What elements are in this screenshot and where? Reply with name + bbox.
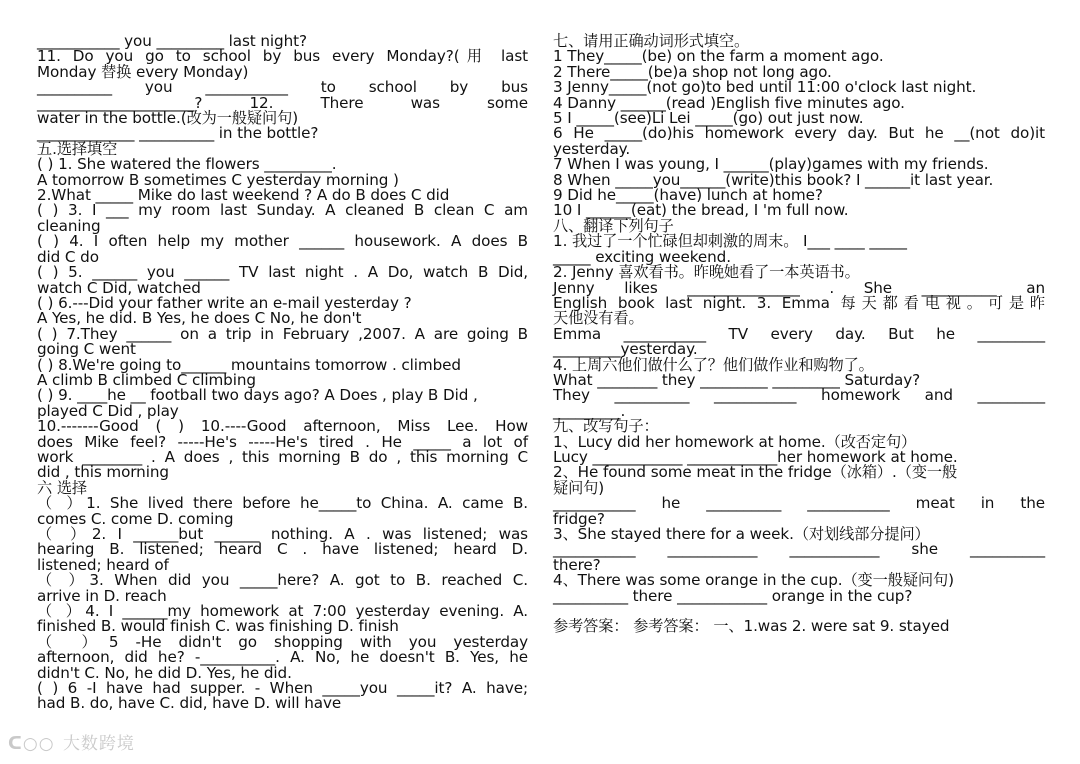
logo-mark-icon: ᑕ○○ bbox=[8, 734, 55, 754]
right-line: 4. 上周六他们做什么了？他们做作业和购物了。 bbox=[553, 355, 874, 374]
left-line: A tomorrow B sometimes C yesterday morning ) bbox=[37, 170, 399, 189]
left-line: arrive in D. reach bbox=[37, 586, 167, 605]
right-line: 八、翻译下列句子 bbox=[553, 216, 674, 235]
right-line: 3 Jenny_____(not go)to bed until 11:00 o'clock last night. bbox=[553, 78, 977, 97]
left-line: cleaning bbox=[37, 216, 101, 235]
right-line: ___________ he __________ ___________ meat in the bbox=[553, 494, 1045, 513]
left-line: does Mike feel? -----He's -----He's tired . He _____ a lot of bbox=[37, 432, 528, 451]
left-line: listened; heard of bbox=[37, 555, 169, 574]
right-line: 九、改写句子： bbox=[553, 417, 659, 436]
left-line: did C do bbox=[37, 247, 99, 266]
right-line: _________yesterday. bbox=[553, 340, 698, 359]
right-line: 8 When _____you______(write)this book? I ______it last year. bbox=[553, 170, 994, 189]
left-line: Monday 替换 every Monday) bbox=[37, 62, 249, 81]
right-line: 参考答案： 参考答案： 一、1.was 2. were sat 9. stayed bbox=[553, 617, 950, 636]
left-line: _____________________? 12. There was some bbox=[37, 93, 528, 112]
left-line: ( ) 6 -I have had supper. - When _____you _____it? A. have; bbox=[37, 679, 528, 698]
left-line: （ ）3. When did you _____here? A. got to B. reached C. bbox=[37, 571, 528, 590]
right-line: 7 When I was young, I ______(play)games with my friends. bbox=[553, 155, 989, 174]
left-line: afternoon, did he? -__________. A. No, he doesn't B. Yes, he bbox=[37, 648, 528, 667]
left-line: 六 选择 bbox=[37, 478, 87, 497]
left-line: （ ）1. She lived there before he_____to China. A. came B. bbox=[37, 494, 528, 513]
right-line: 2. Jenny 喜欢看书。昨晚她看了一本英语书。 bbox=[553, 263, 860, 282]
left-line: A Yes, he did. B Yes, he does C No, he don't bbox=[37, 309, 362, 328]
right-line: Lucy ____________ ____________her homework at home. bbox=[553, 447, 958, 466]
right-line: 1、Lucy did her homework at home.（改否定句） bbox=[553, 432, 917, 451]
left-line: water in the bottle.(改为一般疑问句) bbox=[37, 109, 299, 128]
watermark bbox=[8, 729, 135, 754]
right-line: fridge? bbox=[553, 509, 605, 528]
left-line: 五.选择填空 bbox=[37, 139, 118, 158]
right-line: 1 They_____(be) on the farm a moment ago. bbox=[553, 47, 884, 66]
left-line: （ ）2. I ______but ______ nothing. A . was listened; was bbox=[37, 525, 528, 543]
right-line: _________. bbox=[553, 401, 626, 420]
right-line: They __________ ___________ homework and _________ bbox=[553, 386, 1045, 405]
right-line: 2、He found some meat in the fridge（冰箱）.（变一般 bbox=[553, 463, 958, 482]
left-line: ( ) 5. ______ you ______ TV last night . A Do, watch B Did, bbox=[37, 263, 528, 282]
right-line: What ________ they _________ _________ Saturday? bbox=[553, 370, 921, 389]
left-line: ( ) 4. I often help my mother ______ housework. A does B bbox=[37, 232, 528, 251]
left-line: ( ) 8.We're going to______ mountains tomorrow . climbed bbox=[37, 355, 461, 374]
left-line: （ ）4. I ______my homework at 7:00 yesterday evening. A. bbox=[37, 602, 528, 621]
right-line: 5 I _____(see)Li Lei _____(go) out just now. bbox=[553, 109, 864, 128]
left-line: ( ) 7.They ______ on a trip in February ,2007. A are going B bbox=[37, 324, 528, 343]
left-line: ( ) 9. ____he __ football two days ago? A Does , play B Did , bbox=[37, 386, 478, 405]
left-line: ( ) 1. She watered the flowers _________. bbox=[37, 155, 337, 174]
right-line: ___________ ____________ ____________ she __________ bbox=[553, 540, 1045, 559]
left-line: ( ) 6.---Did your father write an e-mail yesterday ? bbox=[37, 293, 412, 312]
left-line: 2.What _____ Mike do last weekend ? A do B does C did bbox=[37, 186, 450, 205]
right-line: 6 He _____(do)his homework every day. But he __(not do)it bbox=[553, 124, 1045, 143]
left-column bbox=[37, 34, 528, 712]
left-line: going C went bbox=[37, 340, 136, 359]
left-line: comes C. come D. coming bbox=[37, 509, 234, 528]
right-line: 疑问句) bbox=[553, 478, 605, 497]
left-line: had B. do, have C. did, have D. will have bbox=[37, 694, 342, 713]
left-line: did , this morning bbox=[37, 463, 169, 482]
left-line: A climb B climbed C climbing bbox=[37, 370, 256, 389]
right-column bbox=[553, 34, 1045, 635]
left-line: __________ you ___________ to school by bus bbox=[37, 78, 528, 97]
left-line: finished B. would finish C. was finishing D. finish bbox=[37, 617, 399, 636]
right-line: _____ exciting weekend. bbox=[553, 247, 731, 266]
left-line: work ________ . A does , this morning B do , this morning C bbox=[37, 447, 528, 466]
right-line: 七、请用正确动词形式填空。 bbox=[553, 32, 750, 50]
right-line: English book last night. 3. Emma 每天都看电视。可是昨 bbox=[553, 293, 1045, 312]
right-line: 9 Did he_____(have) lunch at home? bbox=[553, 186, 823, 205]
right-line: Jenny likes _______________ . She __________ an bbox=[553, 278, 1045, 297]
right-line: 天他没有看。 bbox=[553, 309, 644, 328]
right-line: 3、She stayed there for a week.（对划线部分提问） bbox=[553, 525, 930, 543]
right-line: 1. 我过了一个忙碌但却刺激的周末。 I___ ____ _____ bbox=[553, 232, 907, 251]
left-line: ( ) 3. I ___ my room last Sunday. A cleaned B clean C am bbox=[37, 201, 528, 220]
left-line: played C Did , play bbox=[37, 401, 179, 420]
left-line: 11. Do you go to school by bus every Monday?(用 last bbox=[37, 47, 528, 66]
left-line: didn't C. No, he did D. Yes, he did. bbox=[37, 663, 292, 682]
right-line: yesterday. bbox=[553, 139, 631, 158]
right-line: 4、There was some orange in the cup.（变一般疑问句) bbox=[553, 571, 954, 590]
left-line: hearing B. listened; heard C . have listened; heard D. bbox=[37, 540, 528, 559]
right-line: __________ there ____________ orange in the cup? bbox=[553, 586, 913, 605]
right-line: 4 Danny ______(read )English five minutes ago. bbox=[553, 93, 905, 112]
left-line: （ ）5 -He didn't go shopping with you yesterday bbox=[37, 632, 528, 651]
right-line: 2 There_____(be)a shop not long ago. bbox=[553, 62, 832, 81]
left-line: ___________ you _________ last night? bbox=[37, 32, 307, 50]
watermark-text: 大数跨境 bbox=[62, 734, 135, 754]
left-line: 10.-------Good ( ) 10.----Good afternoon, Miss Lee. How bbox=[37, 417, 528, 436]
left-line: watch C Did, watched bbox=[37, 278, 201, 297]
right-line: there? bbox=[553, 555, 601, 574]
left-line: _____________ __________ in the bottle? bbox=[37, 124, 319, 143]
right-line: Emma ___________ TV every day. But he _________ bbox=[553, 324, 1045, 343]
right-line: 10 I ______(eat) the bread, I 'm full now. bbox=[553, 201, 849, 220]
